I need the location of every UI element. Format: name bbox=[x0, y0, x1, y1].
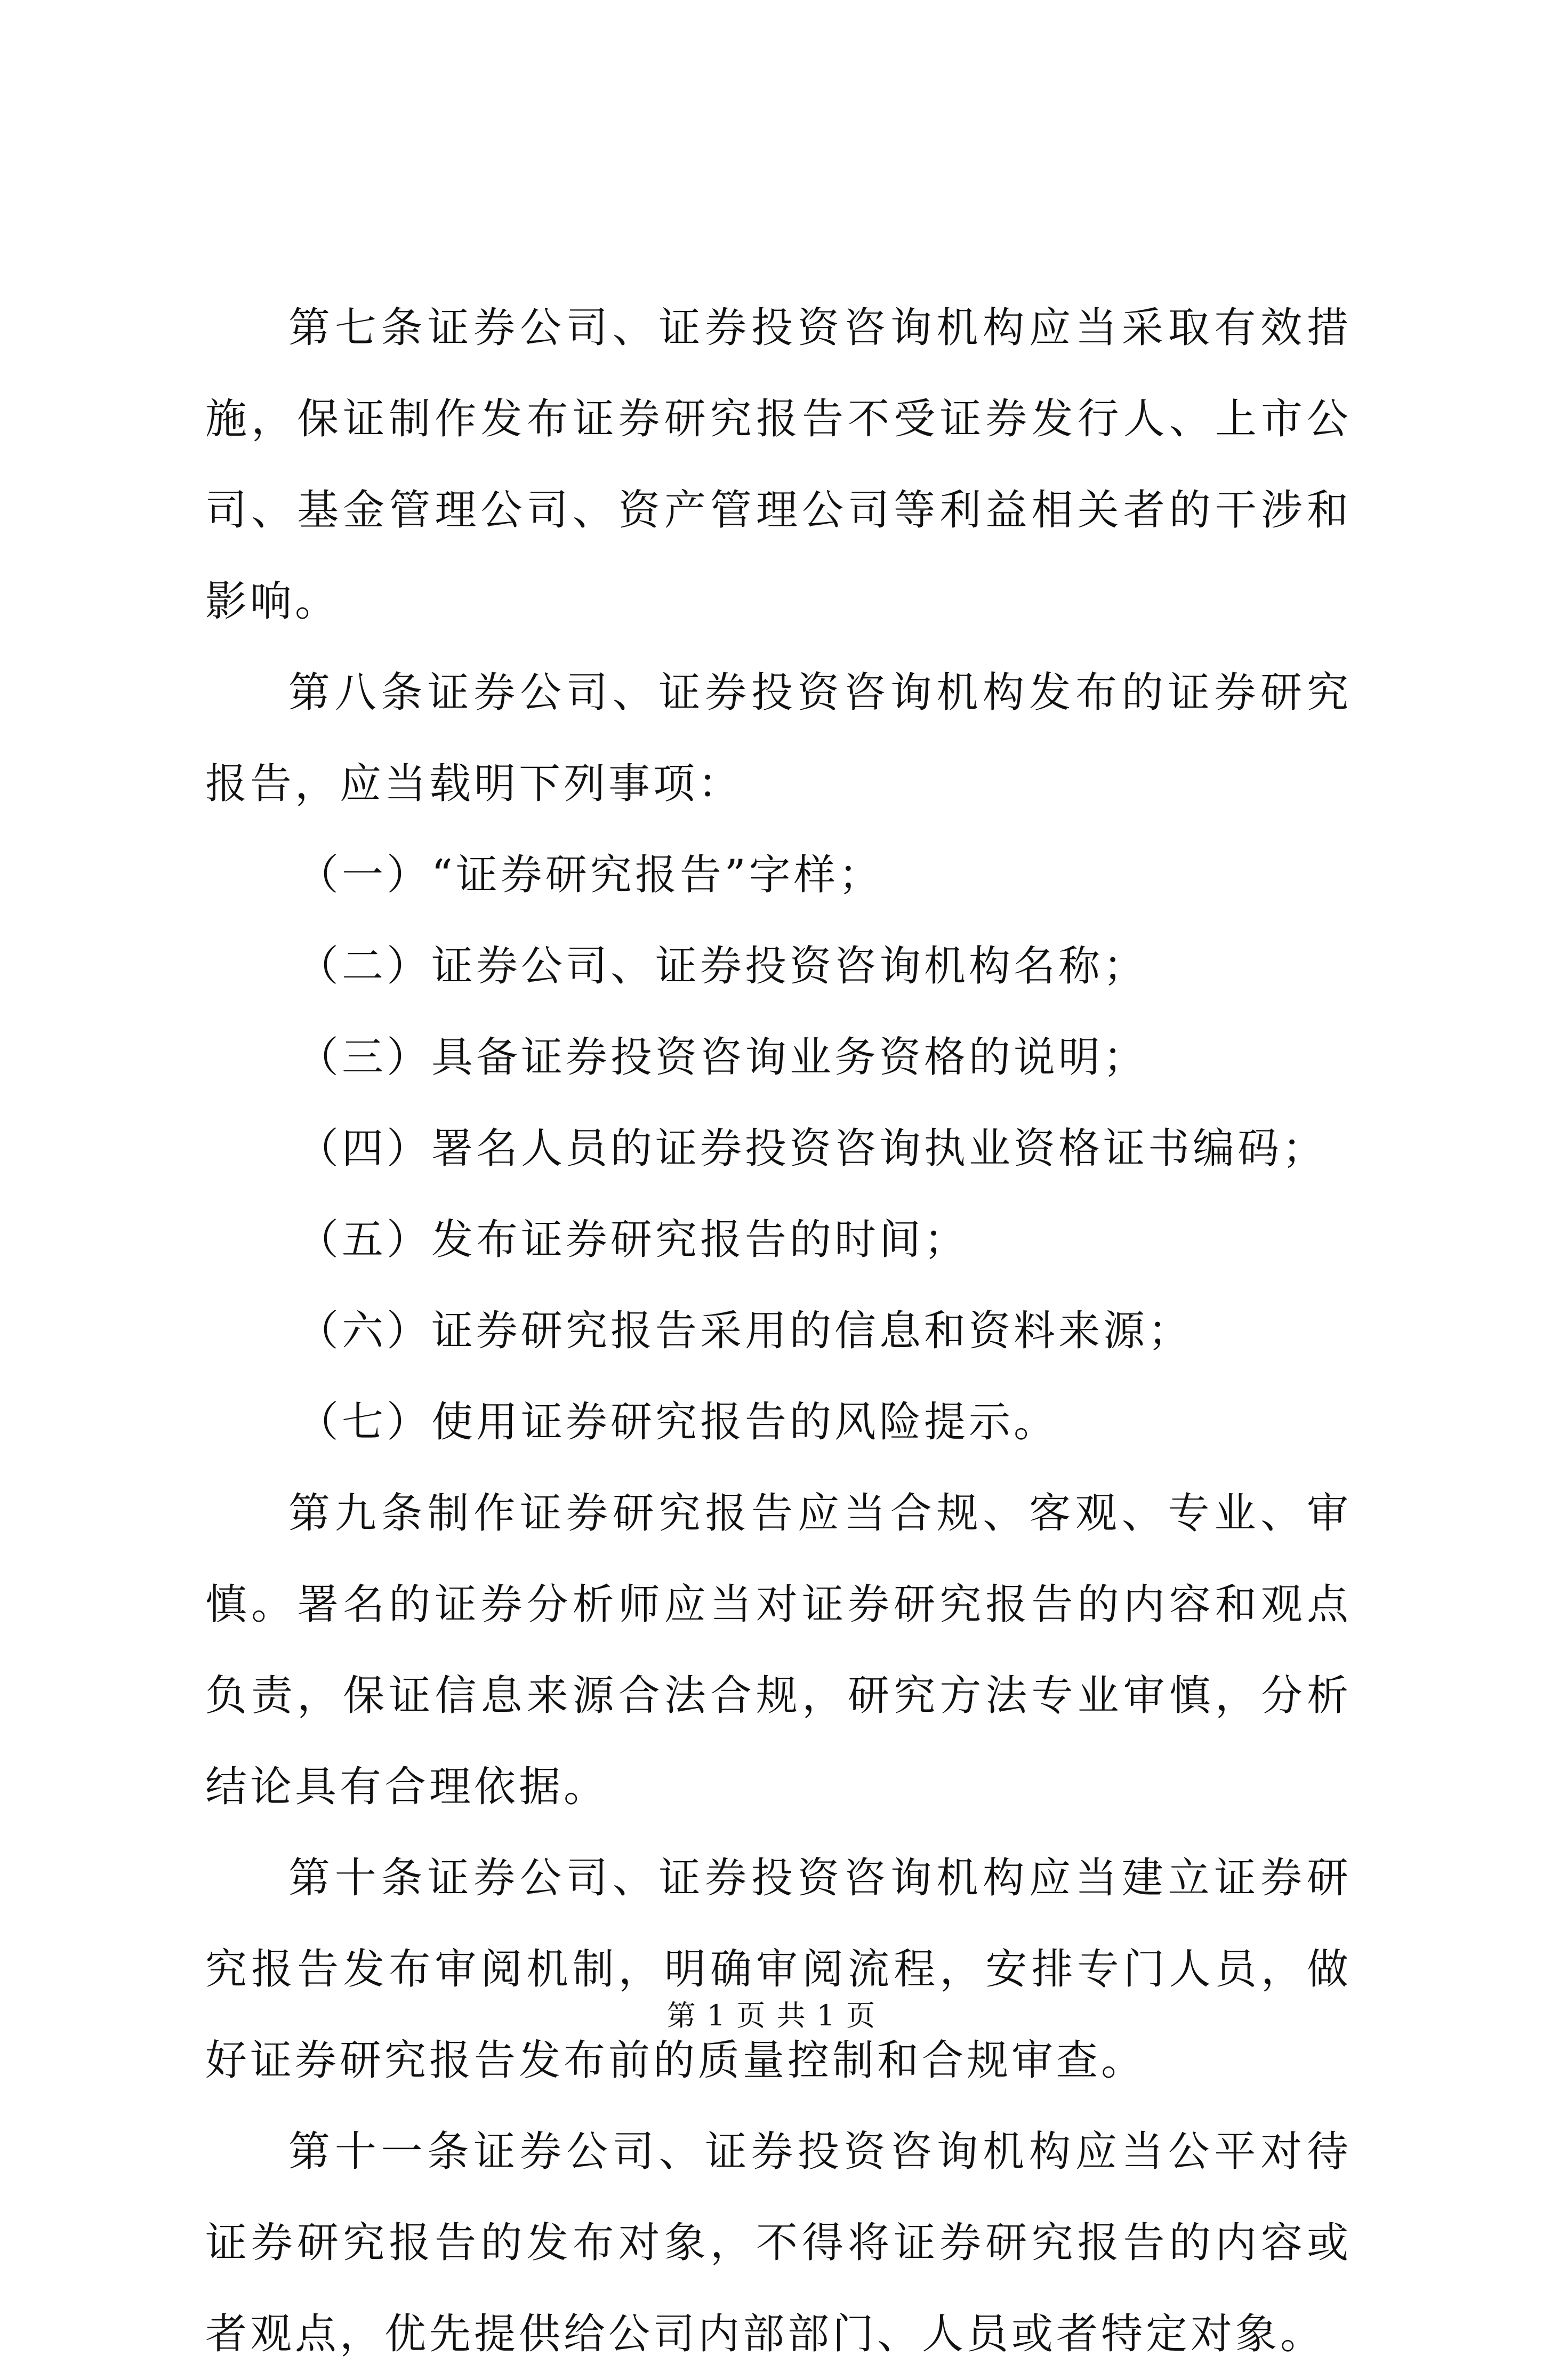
article-10-paragraph: 第十条证券公司、证券投资咨询机构应当建立证券研究报告发布审阅机制，明确审阅流程，安排专门人员，做好证券研究报告发布前的质量控制和合规审查。 bbox=[205, 1854, 1352, 2085]
page-footer: 第 1 页 共 1 页 bbox=[666, 1999, 877, 2032]
article-7-paragraph: 第七条证券公司、证券投资咨询机构应当采取有效措施，保证制作发布证券研究报告不受证券发行人、上市公司、基金管理公司、资产管理公司等利益相关者的干涉和影响。 bbox=[205, 304, 1352, 626]
article-11-paragraph: 第十一条证券公司、证券投资咨询机构应当公平对待证券研究报告的发布对象，不得将证券研究报告的内容或者观点，优先提供给公司内部部门、人员或者特定对象。 bbox=[205, 2128, 1352, 2358]
list-item: （一）“证券研究报告”字样； bbox=[297, 851, 883, 899]
list-item: （五）发布证券研究报告的时间； bbox=[297, 1216, 969, 1264]
list-item: （七）使用证券研究报告的风险提示。 bbox=[297, 1398, 1059, 1446]
article-8-paragraph: 第八条证券公司、证券投资咨询机构发布的证券研究报告，应当载明下列事项： bbox=[205, 669, 1352, 808]
article-9-paragraph: 第九条制作证券研究报告应当合规、客观、专业、审慎。署名的证券分析师应当对证券研究报告的内容和观点负责，保证信息来源合法合规，研究方法专业审慎，分析结论具有合理依据。 bbox=[205, 1489, 1352, 1811]
list-item: （六）证券研究报告采用的信息和资料来源； bbox=[297, 1307, 1193, 1355]
list-item: （四）署名人员的证券投资咨询执业资格证书编码； bbox=[297, 1125, 1328, 1173]
list-item: （三）具备证券投资咨询业务资格的说明； bbox=[297, 1033, 1148, 1081]
list-item: （二）证券公司、证券投资咨询机构名称； bbox=[297, 942, 1148, 990]
document-body bbox=[205, 283, 1352, 2380]
